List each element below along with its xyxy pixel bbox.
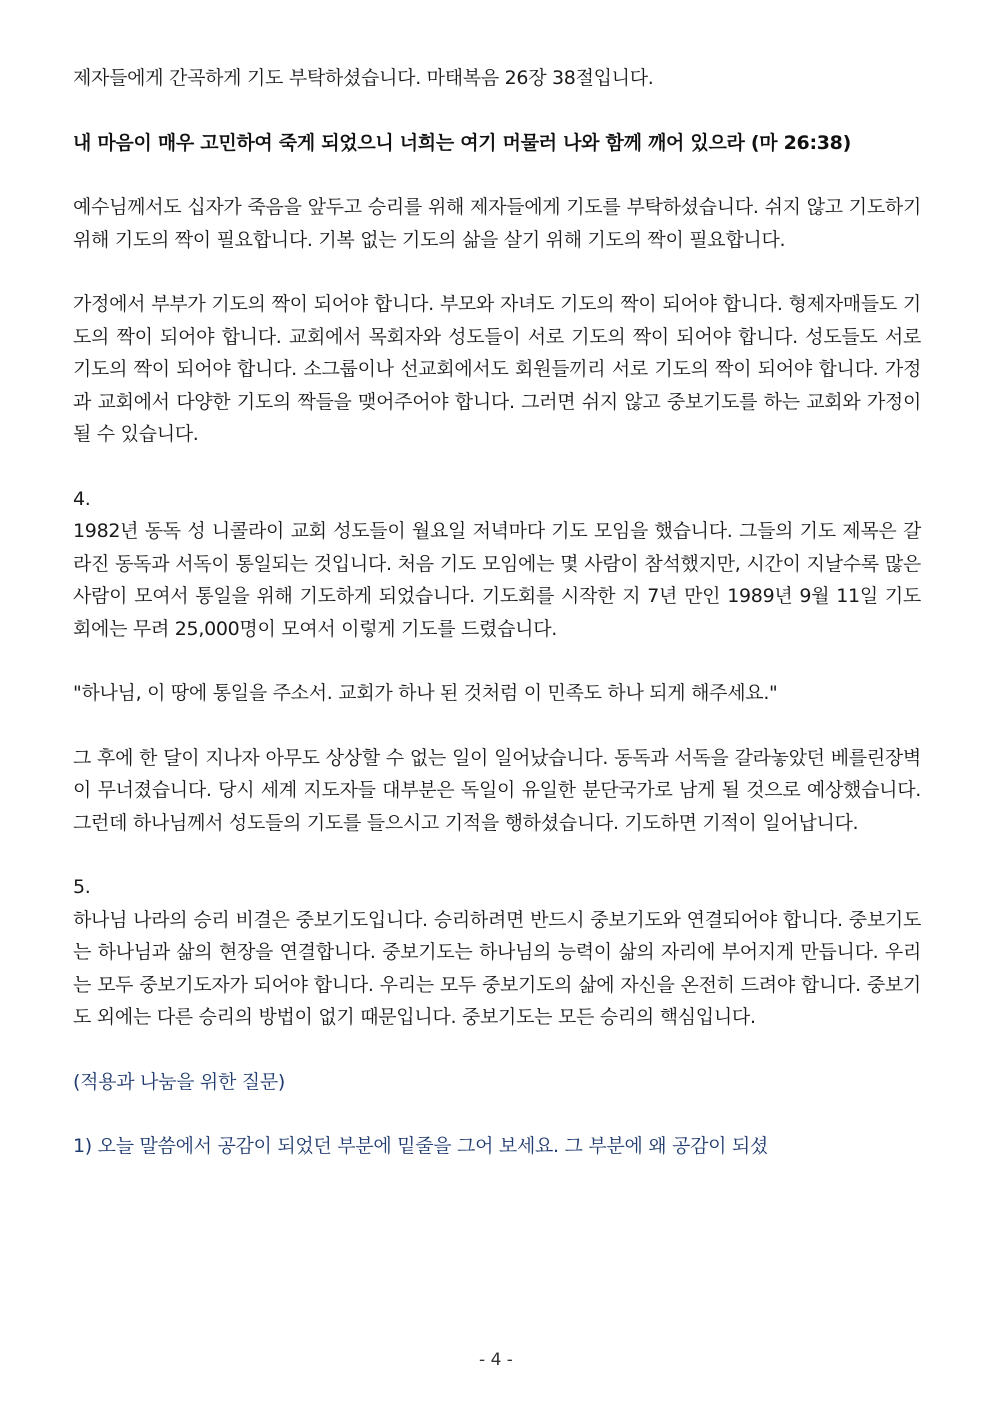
- paragraph-intro: 제자들에게 간곡하게 기도 부탁하셨습니다. 마태복음 26장 38절입니다.: [73, 67, 654, 89]
- section-number-4: 4.: [73, 487, 91, 510]
- document-page: [73, 62, 921, 1163]
- paragraph-prayer-partner: 예수님께서도 십자가 죽음을 앞두고 승리를 위해 제자들에게 기도를 부탁하셨습니다. 쉬지 않고 기도하기 위해 기도의 짝이 필요합니다. 기복 없는 기도의 삶을 살기 위해 기도의 짝이 필요합니다.: [73, 196, 921, 251]
- page-number: - 4 -: [479, 1350, 513, 1370]
- questions-heading: (적용과 나눔을 위한 질문): [73, 1070, 285, 1093]
- section-number-5: 5.: [73, 876, 91, 898]
- paragraph-nikolai-church: 1982년 동독 성 니콜라이 교회 성도들이 월요일 저녁마다 기도 모임을 했습니다. 그들의 기도 제목은 갈라진 동독과 서독이 통일되는 것입니다. 처음 기도 모임에는 몇 사람이 참석했지만, 시간이 지날수록 많은 사람이 모여서 통일을 위해 기도하게 되었습니다. 기도회를 시작한 지 7년 만인 1989년 9월 11일 기도회에는 무려 25,000명이 모여서 이렇게 기도를 드렸습니다.: [73, 520, 921, 640]
- paragraph-family-church: 가정에서 부부가 기도의 짝이 되어야 합니다. 부모와 자녀도 기도의 짝이 되어야 합니다. 형제자매들도 기도의 짝이 되어야 합니다. 교회에서 목회자와 성도들이 서로 기도의 짝이 되어야 합니다. 성도들도 서로 기도의 짝이 되어야 합니다. 소그룹이나 선교회에서도 회원들끼리 서로 기도의 짝이 되어야 합니다. 가정과 교회에서 다양한 기도의 짝들을 맺어주어야 합니다. 그러면 쉬지 않고 중보기도를 하는 교회와 가정이 될 수 있습니다.: [73, 293, 921, 445]
- prayer-quote: "하나님, 이 땅에 통일을 주소서. 교회가 하나 된 것처럼 이 민족도 하나 되게 해주세요.": [73, 682, 778, 704]
- paragraph-intercession: 하나님 나라의 승리 비결은 중보기도입니다. 승리하려면 반드시 중보기도와 연결되어야 합니다. 중보기도는 하나님과 삶의 현장을 연결합니다. 중보기도는 하나님의 능력이 삶의 자리에 부어지게 만듭니다. 우리는 모두 중보기도자가 되어야 합니다. 우리는 모두 중보기도의 삶에 자신을 온전히 드려야 합니다. 중보기도 외에는 다른 승리의 방법이 없기 때문입니다. 중보기도는 모든 승리의 핵심입니다.: [73, 908, 921, 1028]
- paragraph-berlin-wall: 그 후에 한 달이 지나자 아무도 상상할 수 없는 일이 일어났습니다. 동독과 서독을 갈라놓았던 베를린장벽이 무너졌습니다. 당시 세계 지도자들 대부분은 독일이 유일한 분단국가로 남게 될 것으로 예상했습니다. 그런데 하나님께서 성도들의 기도를 들으시고 기적을 행하셨습니다. 기도하면 기적이 일어납니다.: [73, 746, 921, 834]
- question-1: 1) 오늘 말씀에서 공감이 되었던 부분에 밑줄을 그어 보세요. 그 부분에 왜 공감이 되셨: [73, 1135, 769, 1157]
- scripture-quote: 내 마음이 매우 고민하여 죽게 되었으니 너희는 여기 머물러 나와 함께 깨어 있으라 (마 26:38): [73, 131, 851, 154]
